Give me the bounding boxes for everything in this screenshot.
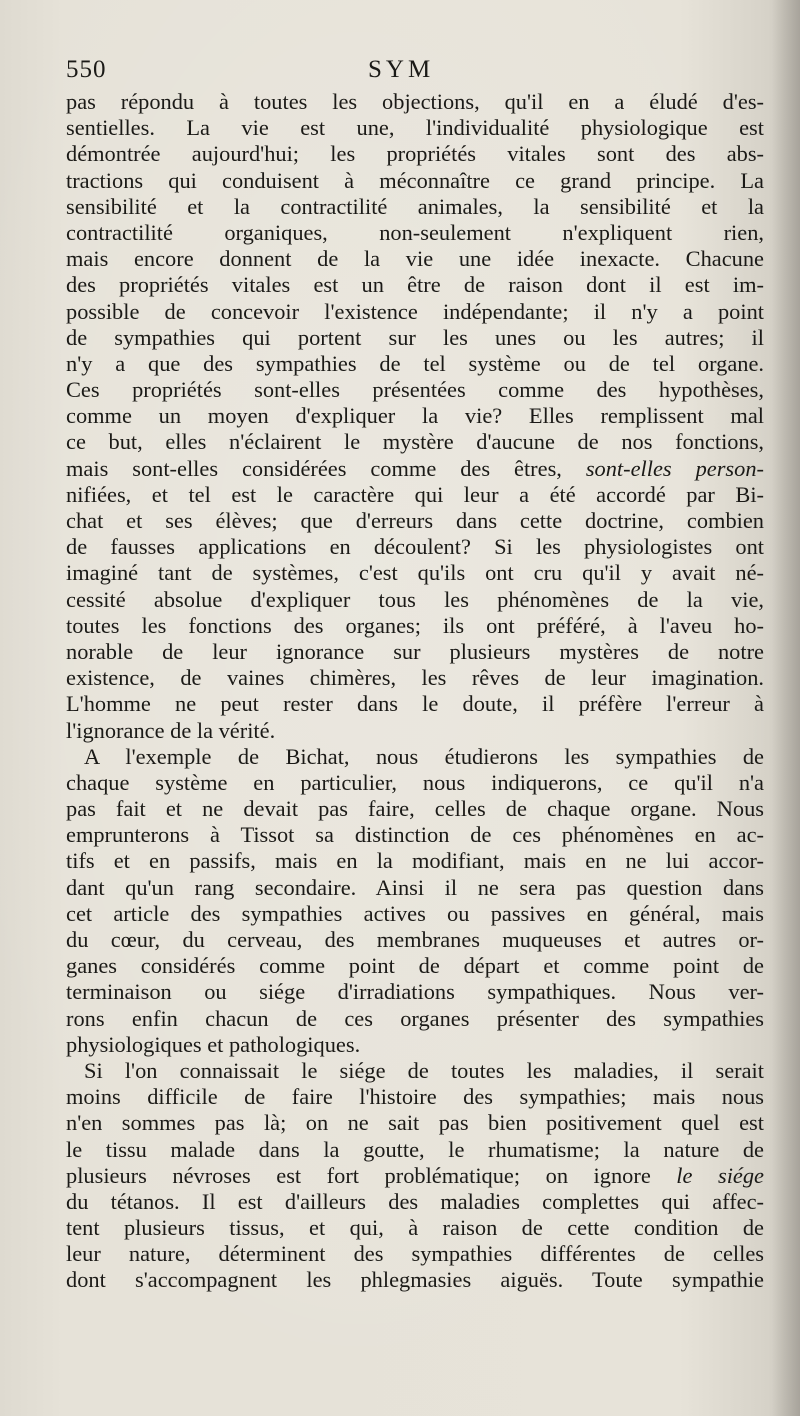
text-line: tifs et en passifs, mais en la modifiant, mais en ne lui accor- [66, 848, 764, 874]
text-line: leur nature, déterminent des sympathies différentes de celles [66, 1241, 764, 1267]
text-line: dant qu'un rang secondaire. Ainsi il ne sera pas question dans [66, 874, 764, 900]
body-text [66, 89, 764, 1294]
text-line: comme un moyen d'expliquer la vie? Elles remplissent mal [66, 403, 764, 429]
text-line: imaginé tant de systèmes, c'est qu'ils ont cru qu'il y avait né- [66, 560, 764, 586]
text-line: chat et ses élèves; que d'erreurs dans cette doctrine, combien [66, 508, 764, 533]
text-line: n'y a que des sympathies de tel système ou de tel organe. [66, 350, 764, 376]
text-line: Si l'on connaissait le siége de toutes les maladies, il serait [84, 1057, 764, 1083]
text-line: du tétanos. Il est d'ailleurs des maladies complettes qui affec- [66, 1188, 764, 1214]
text-line: de fausses applications en découlent? Si les physiologistes ont [66, 534, 764, 560]
text-line: nifiées, et tel est le caractère qui leur a été accordé par Bi- [66, 481, 764, 507]
text-line [66, 456, 764, 482]
text-segment: mais sont-elles considérées comme des êtres, [66, 455, 586, 481]
text-line: moins difficile de faire l'histoire des sympathies; mais nous [66, 1084, 764, 1110]
italic-phrase: sont-elles person- [585, 455, 764, 481]
page-edge-shadow [772, 0, 800, 1416]
text-line: tractions qui conduisent à méconnaître ce grand principe. La [66, 167, 764, 193]
text-line: de sympathies qui portent sur les unes ou les autres; il [66, 324, 764, 350]
text-line: contractilité organiques, non-seulement n'expliquent rien, [66, 219, 764, 245]
text-line: ganes considérés comme point de départ et comme point de [66, 953, 764, 979]
text-line: physiologiques et pathologiques. [66, 1031, 361, 1057]
italic-phrase: le siége [676, 1162, 764, 1188]
running-title: SYM [368, 56, 435, 83]
text-line: dont s'accompagnent les phlegmasies aiguës. Toute sympathie [66, 1267, 764, 1293]
page-number: 550 [66, 56, 107, 83]
text-line: norable de leur ignorance sur plusieurs mystères de notre [66, 638, 764, 664]
text-line: Ces propriétés sont-elles présentées comme des hypothèses, [66, 377, 764, 403]
text-line: tent plusieurs tissus, et qui, à raison de cette condition de [66, 1215, 764, 1241]
text-line: emprunterons à Tissot sa distinction de ces phénomènes en ac- [66, 822, 764, 848]
running-head [66, 56, 756, 90]
text-line: le tissu malade dans la goutte, le rhumatisme; la nature de [66, 1136, 764, 1162]
text-line: cessité absolue d'expliquer tous les phénomènes de la vie, [66, 586, 764, 612]
text-line: rons enfin chacun de ces organes présenter des sympathies [66, 1005, 764, 1031]
text-line: ce but, elles n'éclairent le mystère d'aucune de nos fonctions, [66, 429, 764, 455]
text-line: existence, de vaines chimères, les rêves de leur imagination. [66, 665, 764, 691]
text-line: du cœur, du cerveau, des membranes muqueuses et autres or- [66, 927, 764, 952]
text-line: possible de concevoir l'existence indépendante; il n'y a point [66, 298, 764, 324]
text-line: toutes les fonctions des organes; ils ont préféré, à l'aveu ho- [66, 612, 764, 638]
text-line: l'ignorance de la vérité. [66, 717, 276, 743]
text-line: A l'exemple de Bichat, nous étudierons les sympathies de [84, 743, 764, 769]
text-line: sentielles. La vie est une, l'individualité physiologique est [66, 115, 764, 141]
text-line: démontrée aujourd'hui; les propriétés vitales sont des abs- [66, 141, 764, 167]
text-line: mais encore donnent de la vie une idée inexacte. Chacune [66, 246, 764, 272]
text-line: cet article des sympathies actives ou passives en général, mais [66, 900, 764, 926]
text-line: L'homme ne peut rester dans le doute, il préfère l'erreur à [66, 691, 764, 717]
text-line: n'en sommes pas là; on ne sait pas bien positivement quel est [66, 1110, 764, 1136]
text-line: chaque système en particulier, nous indiquerons, ce qu'il n'a [66, 769, 764, 795]
text-line [66, 1163, 764, 1189]
text-line: terminaison ou siége d'irradiations sympathiques. Nous ver- [66, 979, 764, 1005]
text-line: pas fait et ne devait pas faire, celles de chaque organe. Nous [66, 796, 764, 822]
text-line: des propriétés vitales est un être de raison dont il est im- [66, 272, 764, 298]
text-line: sensibilité et la contractilité animales, la sensibilité et la [66, 193, 764, 219]
text-line: pas répondu à toutes les objections, qu'il en a éludé d'es- [66, 89, 764, 114]
text-segment: plusieurs névroses est fort problématique; on ignore [66, 1162, 677, 1188]
